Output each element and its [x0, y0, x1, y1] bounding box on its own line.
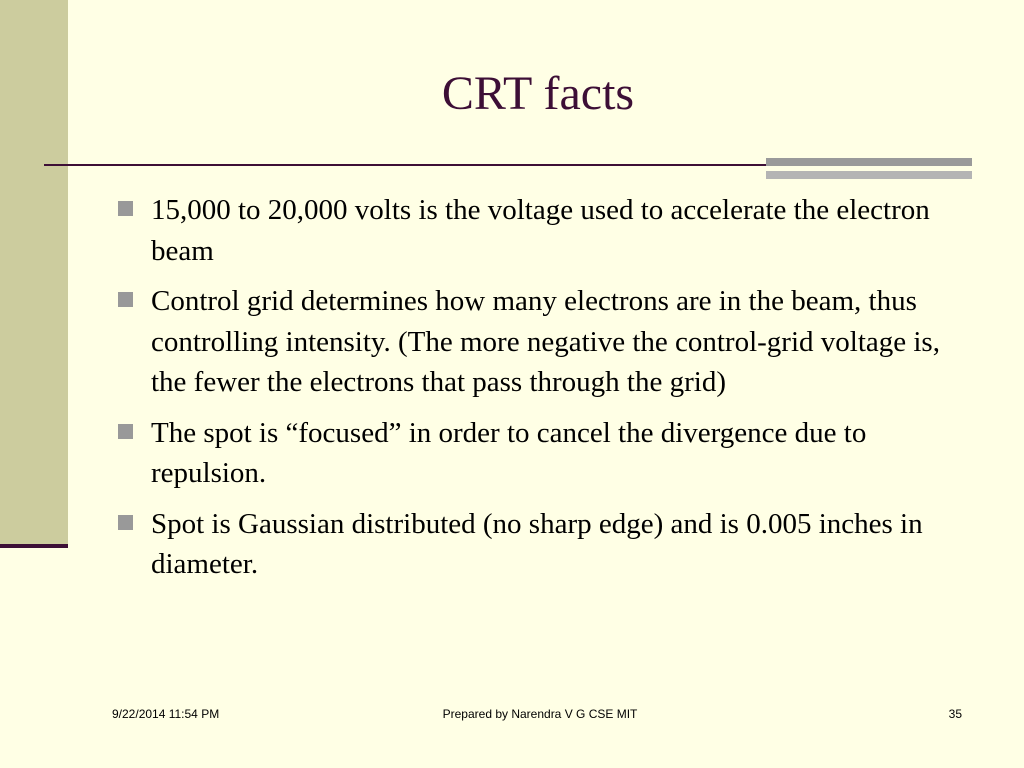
decorative-bar-bottom — [766, 171, 972, 179]
footer-page-number: 35 — [948, 707, 962, 721]
bullet-text: Control grid determines how many electrons are in the beam, thus controlling intensity. (The more negative the control-grid voltage is, the fewer the electrons that pass through the grid) — [151, 285, 940, 398]
bullet-text: Spot is Gaussian distributed (no sharp edge) and is 0.005 inches in diameter. — [151, 507, 923, 580]
decorative-bar-top — [766, 158, 972, 166]
left-band-rule — [0, 544, 68, 548]
left-decorative-band — [0, 0, 68, 546]
square-bullet-icon — [118, 424, 133, 439]
bullet-item — [114, 190, 964, 271]
square-bullet-icon — [118, 515, 133, 530]
bullet-item — [114, 504, 964, 585]
footer-author: Prepared by Narendra V G CSE MIT — [442, 707, 638, 721]
bullet-text: The spot is “focused” in order to cancel the divergence due to repulsion. — [151, 416, 867, 489]
bullet-list — [114, 190, 964, 595]
bullet-item — [114, 413, 964, 494]
footer-date: 9/22/2014 11:54 PM — [112, 707, 220, 721]
square-bullet-icon — [118, 292, 133, 307]
square-bullet-icon — [118, 201, 133, 216]
slide-title: CRT facts — [441, 67, 635, 120]
bullet-item — [114, 281, 964, 403]
bullet-text: 15,000 to 20,000 volts is the voltage used to accelerate the electron beam — [151, 194, 930, 267]
